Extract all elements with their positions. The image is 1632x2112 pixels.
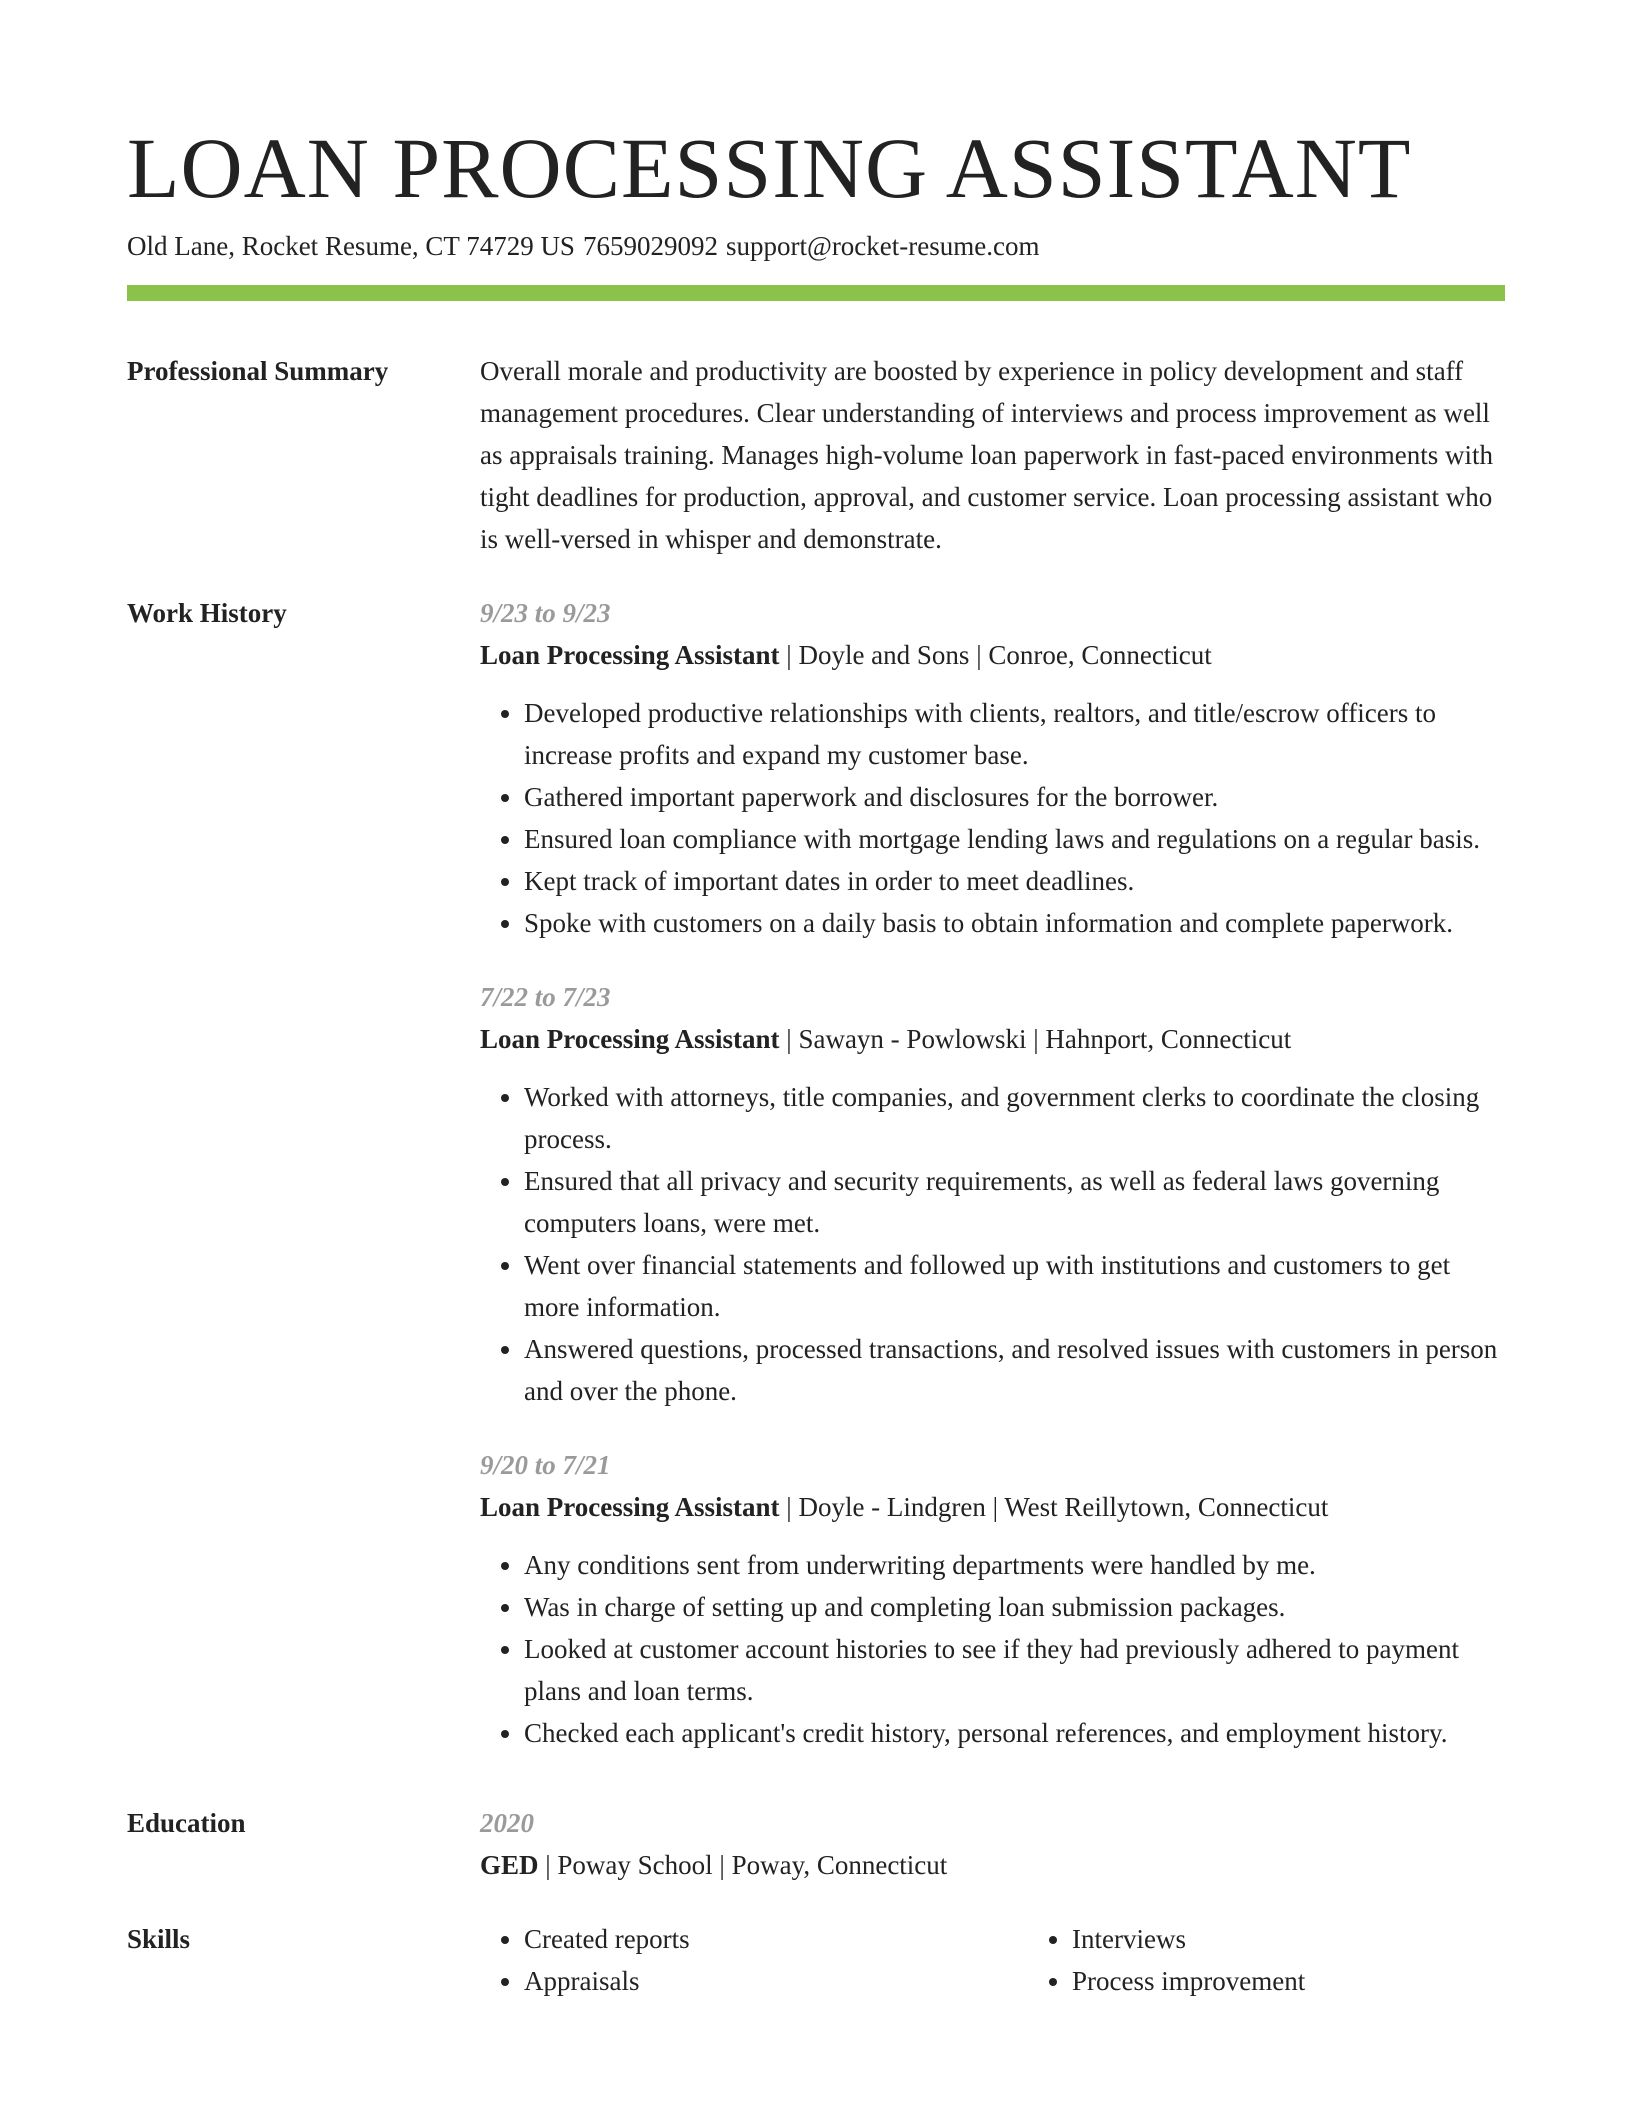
job-details: | Sawayn - Powlowski | Hahnport, Connecticut <box>779 1024 1292 1054</box>
skill-item: • Created reports <box>524 1918 1028 1960</box>
summary-section <box>127 350 1505 560</box>
contact-line <box>127 228 1505 264</box>
candidate-name: LOAN PROCESSING ASSISTANT <box>127 120 1412 216</box>
resume-header <box>127 118 1505 264</box>
job-bullets <box>480 1544 1505 1754</box>
section-label-work-history: Work History <box>127 598 287 628</box>
job-bullet: • Ensured loan compliance with mortgage lending laws and regulations on a regular basis. <box>524 818 1505 860</box>
summary-text: Overall morale and productivity are boosted by experience in policy development and staff management procedures. Clear understanding of interviews and process improvement as well as appraisals training. Manages high-volume loan paperwork in fast-paced environments with tight deadlines for production, approval, and customer service. Loan processing assistant who is well-versed in whisper and demonstrate. <box>480 356 1493 554</box>
job-bullet: • Went over financial statements and followed up with institutions and customers to get more information. <box>524 1244 1505 1328</box>
job-heading <box>480 1018 1505 1060</box>
section-label-education: Education <box>127 1808 246 1838</box>
contact-address: Old Lane, Rocket Resume, CT 74729 US <box>127 231 575 261</box>
job-title: Loan Processing Assistant <box>480 1492 780 1522</box>
education-details: | Poway School | Poway, Connecticut <box>538 1850 948 1880</box>
job-bullet: • Any conditions sent from underwriting departments were handled by me. <box>524 1544 1505 1586</box>
job-details: | Doyle - Lindgren | West Reillytown, Connecticut <box>779 1492 1329 1522</box>
job-entry <box>480 976 1505 1412</box>
education-year: 2020 <box>480 1808 534 1838</box>
skills-list-right <box>1028 1918 1576 2002</box>
resume-body <box>127 350 1505 2034</box>
job-heading <box>480 1486 1505 1528</box>
education-section <box>127 1802 1505 1886</box>
work-history-section <box>127 592 1505 1770</box>
section-label-skills: Skills <box>127 1924 191 1954</box>
job-dates: 7/22 to 7/23 <box>480 982 611 1012</box>
job-bullet: • Developed productive relationships with clients, realtors, and title/escrow officers to increase profits and expand my customer base. <box>524 692 1505 776</box>
job-heading <box>480 634 1505 676</box>
section-label-summary: Professional Summary <box>127 356 389 386</box>
job-bullets <box>480 1076 1505 1412</box>
job-bullet: • Spoke with customers on a daily basis to obtain information and complete paperwork. <box>524 902 1505 944</box>
job-bullets <box>480 692 1505 944</box>
job-dates: 9/20 to 7/21 <box>480 1450 611 1480</box>
skill-item: • Appraisals <box>524 1960 1028 2002</box>
accent-divider <box>127 285 1505 301</box>
skills-section <box>127 1918 1505 2002</box>
job-bullet: • Answered questions, processed transactions, and resolved issues with customers in person and over the phone. <box>524 1328 1505 1412</box>
job-bullet: • Checked each applicant's credit history, personal references, and employment history. <box>524 1712 1505 1754</box>
job-bullet: • Kept track of important dates in order to meet deadlines. <box>524 860 1505 902</box>
job-bullet: • Worked with attorneys, title companies, and government clerks to coordinate the closing process. <box>524 1076 1505 1160</box>
contact-email: support@rocket-resume.com <box>725 231 1040 261</box>
skills-list-left <box>480 1918 1028 2002</box>
job-title: Loan Processing Assistant <box>480 640 780 670</box>
education-degree: GED <box>480 1850 539 1880</box>
job-dates: 9/23 to 9/23 <box>480 598 611 628</box>
job-title: Loan Processing Assistant <box>480 1024 780 1054</box>
contact-phone: 7659029092 <box>582 231 718 261</box>
job-bullet: • Gathered important paperwork and disclosures for the borrower. <box>524 776 1505 818</box>
education-heading <box>480 1844 1505 1886</box>
job-entry <box>480 1444 1505 1754</box>
job-bullet: • Was in charge of setting up and completing loan submission packages. <box>524 1586 1505 1628</box>
skill-item: • Process improvement <box>1072 1960 1576 2002</box>
job-bullet: • Looked at customer account histories to see if they had previously adhered to payment plans and loan terms. <box>524 1628 1505 1712</box>
skill-item: • Interviews <box>1072 1918 1576 1960</box>
job-bullet: • Ensured that all privacy and security requirements, as well as federal laws governing computers loans, were met. <box>524 1160 1505 1244</box>
job-entry <box>480 592 1505 944</box>
job-details: | Doyle and Sons | Conroe, Connecticut <box>779 640 1212 670</box>
